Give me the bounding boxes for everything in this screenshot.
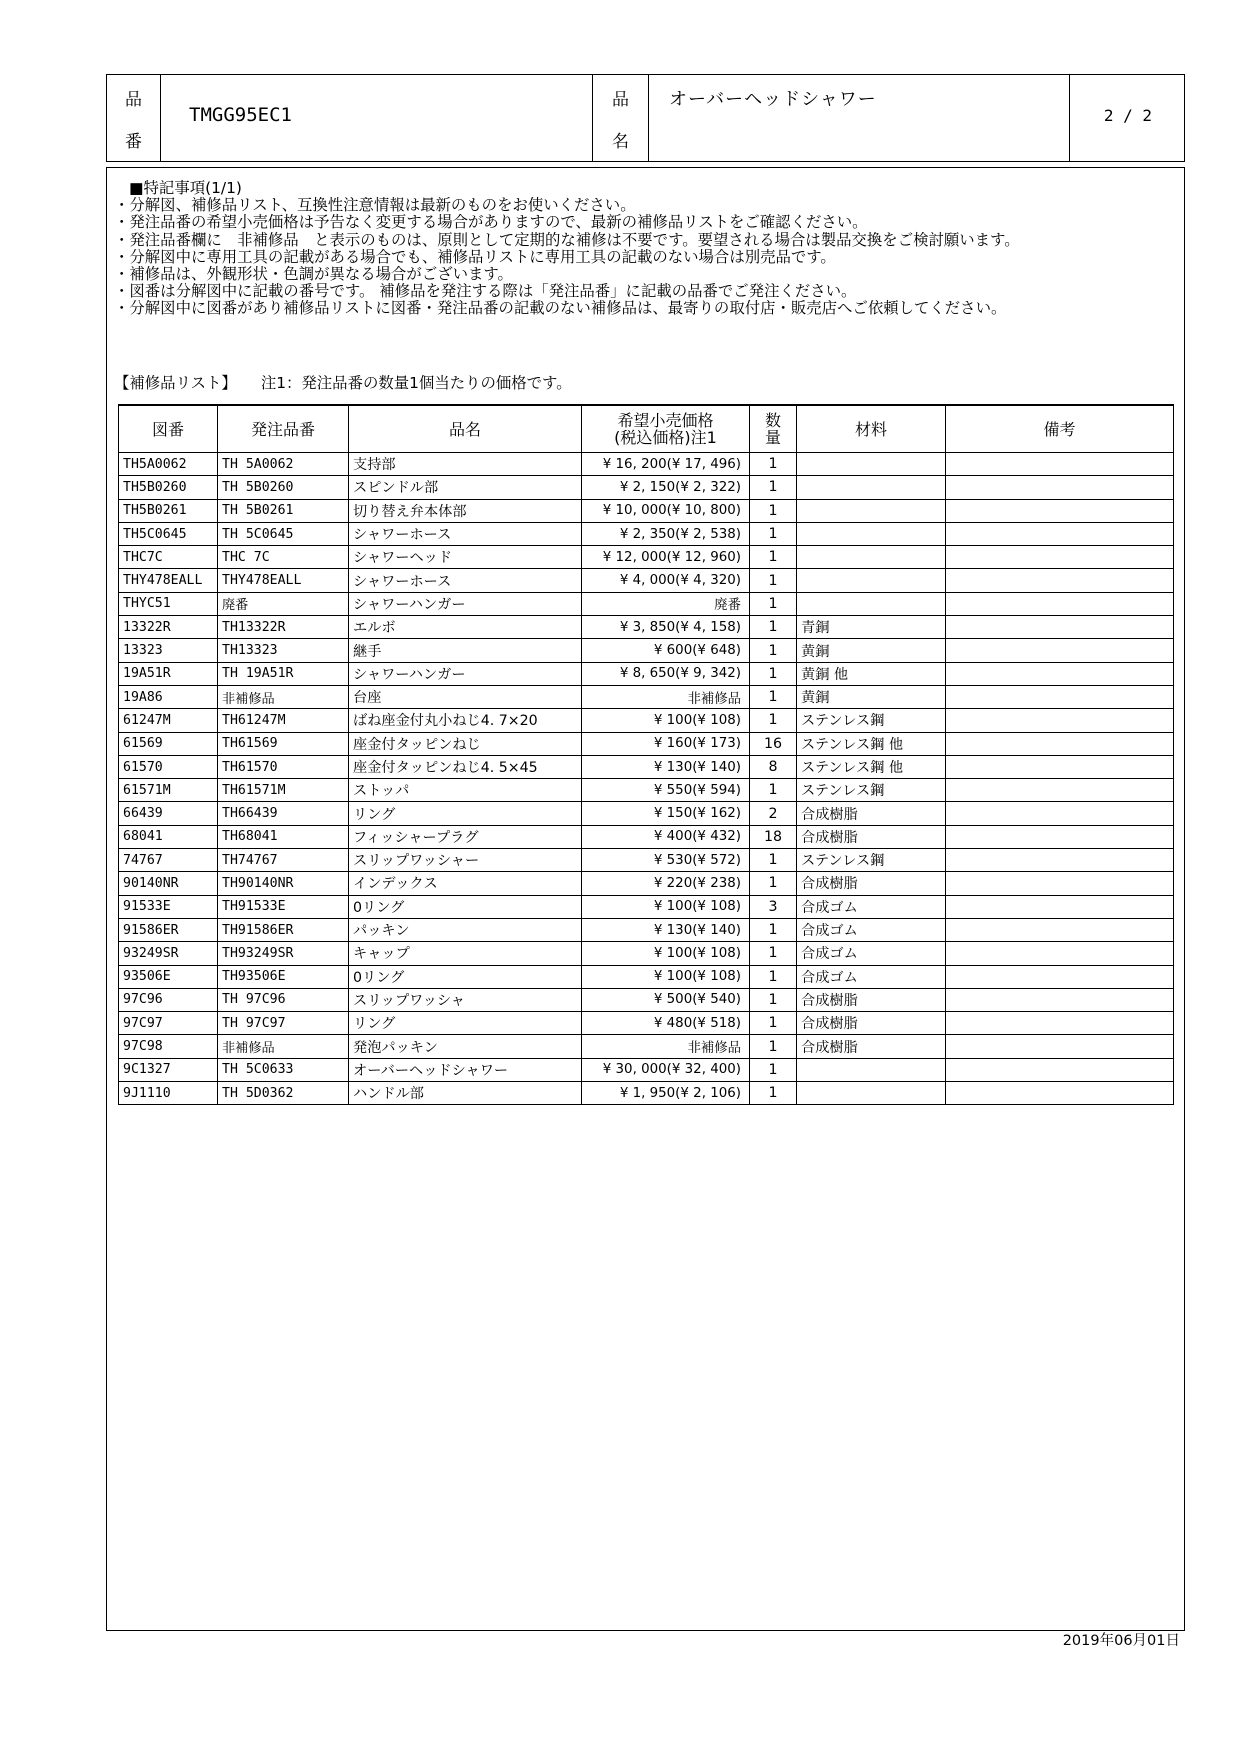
parts-list-heading: 【補修品リスト】 bbox=[114, 374, 237, 392]
parts-table-body bbox=[119, 453, 1174, 1105]
cell-name: ハンドル部 bbox=[349, 1082, 582, 1105]
cell-remarks bbox=[946, 918, 1174, 941]
cell-order-no: TH61571M bbox=[218, 779, 349, 802]
cell-qty: 8 bbox=[750, 755, 797, 778]
cell-zuban: TH5C0645 bbox=[119, 522, 218, 545]
cell-qty: 16 bbox=[750, 732, 797, 755]
cell-zuban: THC7C bbox=[119, 546, 218, 569]
cell-order-no: TH 97C97 bbox=[218, 1012, 349, 1035]
cell-order-no: TH74767 bbox=[218, 849, 349, 872]
table-row bbox=[119, 662, 1174, 685]
col-header-material: 材料 bbox=[797, 405, 946, 453]
cell-material bbox=[797, 592, 946, 615]
cell-qty: 3 bbox=[750, 895, 797, 918]
hinmei-label-top: 品 bbox=[612, 90, 629, 110]
cell-order-no: TH91586ER bbox=[218, 918, 349, 941]
cell-order-no: TH93249SR bbox=[218, 942, 349, 965]
table-row bbox=[119, 825, 1174, 848]
hinban-label-top: 品 bbox=[125, 90, 142, 110]
table-row bbox=[119, 732, 1174, 755]
cell-name: オーバーヘッドシャワー bbox=[349, 1058, 582, 1081]
cell-remarks bbox=[946, 1035, 1174, 1058]
cell-remarks bbox=[946, 592, 1174, 615]
cell-order-no: TH61569 bbox=[218, 732, 349, 755]
cell-remarks bbox=[946, 639, 1174, 662]
table-row bbox=[119, 709, 1174, 732]
cell-name: 0リング bbox=[349, 895, 582, 918]
col-header-qty-line2: 量 bbox=[764, 428, 781, 447]
table-row bbox=[119, 499, 1174, 522]
table-row bbox=[119, 1035, 1174, 1058]
cell-price: 非補修品 bbox=[582, 685, 750, 708]
cell-name: キャップ bbox=[349, 942, 582, 965]
cell-remarks bbox=[946, 732, 1174, 755]
cell-price: ¥ 100(¥ 108) bbox=[582, 709, 750, 732]
col-header-order-no: 発注品番 bbox=[218, 405, 349, 453]
cell-name: リング bbox=[349, 802, 582, 825]
table-row bbox=[119, 965, 1174, 988]
cell-order-no: TH68041 bbox=[218, 825, 349, 848]
cell-name: スリップワッシャー bbox=[349, 849, 582, 872]
cell-price: ¥ 100(¥ 108) bbox=[582, 965, 750, 988]
cell-zuban: 97C98 bbox=[119, 1035, 218, 1058]
cell-name: スピンドル部 bbox=[349, 476, 582, 499]
cell-price: ¥ 600(¥ 648) bbox=[582, 639, 750, 662]
cell-material bbox=[797, 453, 946, 476]
table-row bbox=[119, 988, 1174, 1011]
cell-zuban: 13323 bbox=[119, 639, 218, 662]
col-header-qty bbox=[750, 405, 797, 453]
col-header-price bbox=[582, 405, 750, 453]
cell-remarks bbox=[946, 965, 1174, 988]
cell-qty: 1 bbox=[750, 942, 797, 965]
table-row bbox=[119, 685, 1174, 708]
cell-zuban: 93249SR bbox=[119, 942, 218, 965]
cell-zuban: 9J1110 bbox=[119, 1082, 218, 1105]
cell-zuban: TH5A0062 bbox=[119, 453, 218, 476]
cell-zuban: 97C96 bbox=[119, 988, 218, 1011]
cell-order-no: TH61570 bbox=[218, 755, 349, 778]
cell-remarks bbox=[946, 662, 1174, 685]
cell-order-no: TH61247M bbox=[218, 709, 349, 732]
cell-remarks bbox=[946, 755, 1174, 778]
cell-price: ¥ 100(¥ 108) bbox=[582, 942, 750, 965]
cell-material: 合成樹脂 bbox=[797, 802, 946, 825]
cell-material: 合成樹脂 bbox=[797, 988, 946, 1011]
cell-remarks bbox=[946, 709, 1174, 732]
cell-zuban: TH5B0261 bbox=[119, 499, 218, 522]
notes-heading: ■特記事項(1/1) bbox=[129, 179, 242, 197]
cell-zuban: 93506E bbox=[119, 965, 218, 988]
cell-qty: 1 bbox=[750, 662, 797, 685]
cell-name: 切り替え弁本体部 bbox=[349, 499, 582, 522]
cell-remarks bbox=[946, 895, 1174, 918]
cell-name: ストッパ bbox=[349, 779, 582, 802]
note-line: ・発注品番欄に 非補修品 と表示のものは、原則として定期的な補修は不要です。要望される場合は製品交換をご検討願います。 bbox=[114, 230, 1020, 249]
cell-zuban: 68041 bbox=[119, 825, 218, 848]
cell-price: ¥ 400(¥ 432) bbox=[582, 825, 750, 848]
cell-name: インデックス bbox=[349, 872, 582, 895]
hinmei-label bbox=[593, 75, 649, 161]
cell-zuban: 66439 bbox=[119, 802, 218, 825]
table-row bbox=[119, 895, 1174, 918]
product-code-cell bbox=[161, 75, 593, 161]
cell-name: リング bbox=[349, 1012, 582, 1035]
cell-zuban: 91586ER bbox=[119, 918, 218, 941]
table-row bbox=[119, 849, 1174, 872]
cell-zuban: TH5B0260 bbox=[119, 476, 218, 499]
table-row bbox=[119, 802, 1174, 825]
cell-order-no: TH 5B0260 bbox=[218, 476, 349, 499]
cell-zuban: THY478EALL bbox=[119, 569, 218, 592]
cell-price: ¥ 130(¥ 140) bbox=[582, 918, 750, 941]
product-code: TMGG95EC1 bbox=[189, 104, 292, 126]
hinban-label bbox=[107, 75, 161, 161]
col-header-price-line1: 希望小売価格 bbox=[617, 411, 714, 430]
cell-zuban: 97C97 bbox=[119, 1012, 218, 1035]
table-row bbox=[119, 1012, 1174, 1035]
cell-remarks bbox=[946, 849, 1174, 872]
cell-price: ¥ 160(¥ 173) bbox=[582, 732, 750, 755]
cell-remarks bbox=[946, 1082, 1174, 1105]
cell-remarks bbox=[946, 1012, 1174, 1035]
cell-order-no: TH 5B0261 bbox=[218, 499, 349, 522]
cell-zuban: 61569 bbox=[119, 732, 218, 755]
cell-remarks bbox=[946, 779, 1174, 802]
cell-zuban: 61571M bbox=[119, 779, 218, 802]
cell-zuban: 19A51R bbox=[119, 662, 218, 685]
cell-order-no: TH66439 bbox=[218, 802, 349, 825]
cell-price: ¥ 1, 950(¥ 2, 106) bbox=[582, 1082, 750, 1105]
cell-order-no: 非補修品 bbox=[218, 685, 349, 708]
cell-qty: 2 bbox=[750, 802, 797, 825]
cell-qty: 1 bbox=[750, 685, 797, 708]
cell-remarks bbox=[946, 546, 1174, 569]
parts-table bbox=[118, 404, 1174, 1105]
note-line: ・分解図中に専用工具の記載がある場合でも、補修品リストに専用工具の記載のない場合は別売品です。 bbox=[114, 247, 836, 266]
note-line: ・補修品は、外観形状・色調が異なる場合がございます。 bbox=[114, 265, 513, 284]
cell-qty: 1 bbox=[750, 988, 797, 1011]
note-line: ・図番は分解図中に記載の番号です。 補修品を発注する際は「発注品番」に記載の品番でご発注ください。 bbox=[114, 282, 857, 301]
cell-price: ¥ 220(¥ 238) bbox=[582, 872, 750, 895]
cell-price: ¥ 2, 350(¥ 2, 538) bbox=[582, 522, 750, 545]
cell-name: 支持部 bbox=[349, 453, 582, 476]
cell-name: 座金付タッピンねじ4. 5×45 bbox=[349, 755, 582, 778]
cell-material bbox=[797, 1082, 946, 1105]
cell-remarks bbox=[946, 942, 1174, 965]
cell-qty: 1 bbox=[750, 592, 797, 615]
cell-qty: 1 bbox=[750, 546, 797, 569]
table-row bbox=[119, 616, 1174, 639]
cell-order-no: TH 97C96 bbox=[218, 988, 349, 1011]
cell-price: 非補修品 bbox=[582, 1035, 750, 1058]
product-name: オーバーヘッドシャワー bbox=[669, 89, 877, 110]
table-row bbox=[119, 453, 1174, 476]
cell-qty: 1 bbox=[750, 849, 797, 872]
table-row bbox=[119, 872, 1174, 895]
cell-remarks bbox=[946, 569, 1174, 592]
cell-order-no: TH 5C0633 bbox=[218, 1058, 349, 1081]
table-row bbox=[119, 546, 1174, 569]
cell-order-no: TH90140NR bbox=[218, 872, 349, 895]
note-line: ・分解図中に図番があり補修品リストに図番・発注品番の記載のない補修品は、最寄りの取付店・販売店へご依頼してください。 bbox=[114, 299, 1007, 318]
cell-material: 合成樹脂 bbox=[797, 872, 946, 895]
col-header-remarks: 備考 bbox=[946, 405, 1174, 453]
cell-price: ¥ 3, 850(¥ 4, 158) bbox=[582, 616, 750, 639]
cell-price: 廃番 bbox=[582, 592, 750, 615]
cell-name: ばね座金付丸小ねじ4. 7×20 bbox=[349, 709, 582, 732]
cell-qty: 1 bbox=[750, 499, 797, 522]
cell-name: 台座 bbox=[349, 685, 582, 708]
cell-zuban: 19A86 bbox=[119, 685, 218, 708]
cell-price: ¥ 30, 000(¥ 32, 400) bbox=[582, 1058, 750, 1081]
cell-qty: 1 bbox=[750, 639, 797, 662]
cell-order-no: TH 5D0362 bbox=[218, 1082, 349, 1105]
parts-list-note: 注1：発注品番の数量1個当たりの価格です。 bbox=[260, 374, 572, 392]
cell-order-no: TH 5A0062 bbox=[218, 453, 349, 476]
table-row bbox=[119, 755, 1174, 778]
note-line: ・発注品番の希望小売価格は予告なく変更する場合がありますので、最新の補修品リストをご確認ください。 bbox=[114, 213, 868, 232]
cell-material: 合成樹脂 bbox=[797, 1012, 946, 1035]
col-header-zuban: 図番 bbox=[119, 405, 218, 453]
cell-material: 合成ゴム bbox=[797, 965, 946, 988]
cell-material: 合成樹脂 bbox=[797, 825, 946, 848]
cell-order-no: TH13323 bbox=[218, 639, 349, 662]
note-line: ・分解図、補修品リスト、互換性注意情報は最新のものをお使いください。 bbox=[114, 196, 636, 215]
col-header-price-line2: (税込価格)注1 bbox=[614, 428, 717, 447]
cell-name: 0リング bbox=[349, 965, 582, 988]
cell-remarks bbox=[946, 802, 1174, 825]
cell-qty: 1 bbox=[750, 522, 797, 545]
cell-remarks bbox=[946, 499, 1174, 522]
cell-qty: 1 bbox=[750, 476, 797, 499]
cell-qty: 1 bbox=[750, 872, 797, 895]
header-block bbox=[106, 74, 1185, 162]
cell-remarks bbox=[946, 1058, 1174, 1081]
cell-material bbox=[797, 1058, 946, 1081]
table-row bbox=[119, 476, 1174, 499]
table-row bbox=[119, 592, 1174, 615]
cell-remarks bbox=[946, 825, 1174, 848]
cell-name: シャワーハンガー bbox=[349, 662, 582, 685]
table-row bbox=[119, 639, 1174, 662]
cell-material bbox=[797, 546, 946, 569]
cell-remarks bbox=[946, 616, 1174, 639]
cell-price: ¥ 500(¥ 540) bbox=[582, 988, 750, 1011]
cell-remarks bbox=[946, 872, 1174, 895]
cell-qty: 1 bbox=[750, 1035, 797, 1058]
table-row bbox=[119, 1082, 1174, 1105]
cell-order-no: TH13322R bbox=[218, 616, 349, 639]
product-name-cell bbox=[649, 75, 1070, 161]
cell-material: 黄銅 bbox=[797, 685, 946, 708]
table-row bbox=[119, 522, 1174, 545]
cell-qty: 1 bbox=[750, 1058, 797, 1081]
cell-material: 合成ゴム bbox=[797, 918, 946, 941]
cell-zuban: 13322R bbox=[119, 616, 218, 639]
cell-zuban: THYC51 bbox=[119, 592, 218, 615]
cell-qty: 1 bbox=[750, 569, 797, 592]
cell-material: 黄銅 bbox=[797, 639, 946, 662]
hinmei-label-bottom: 名 bbox=[612, 132, 629, 152]
cell-qty: 1 bbox=[750, 616, 797, 639]
cell-order-no: THY478EALL bbox=[218, 569, 349, 592]
cell-price: ¥ 4, 000(¥ 4, 320) bbox=[582, 569, 750, 592]
cell-price: ¥ 10, 000(¥ 10, 800) bbox=[582, 499, 750, 522]
col-header-name: 品名 bbox=[349, 405, 582, 453]
cell-zuban: 9C1327 bbox=[119, 1058, 218, 1081]
cell-order-no: TH 19A51R bbox=[218, 662, 349, 685]
cell-name: スリップワッシャ bbox=[349, 988, 582, 1011]
cell-zuban: 90140NR bbox=[119, 872, 218, 895]
cell-zuban: 61247M bbox=[119, 709, 218, 732]
cell-material: ステンレス鋼 bbox=[797, 709, 946, 732]
cell-material: 合成樹脂 bbox=[797, 1035, 946, 1058]
parts-list-title bbox=[114, 371, 572, 393]
cell-price: ¥ 2, 150(¥ 2, 322) bbox=[582, 476, 750, 499]
cell-remarks bbox=[946, 522, 1174, 545]
cell-zuban: 74767 bbox=[119, 849, 218, 872]
cell-qty: 18 bbox=[750, 825, 797, 848]
cell-material bbox=[797, 522, 946, 545]
cell-name: 座金付タッピンねじ bbox=[349, 732, 582, 755]
cell-material: 青銅 bbox=[797, 616, 946, 639]
cell-material: 合成ゴム bbox=[797, 895, 946, 918]
cell-price: ¥ 12, 000(¥ 12, 960) bbox=[582, 546, 750, 569]
cell-name: 発泡パッキン bbox=[349, 1035, 582, 1058]
cell-price: ¥ 550(¥ 594) bbox=[582, 779, 750, 802]
cell-qty: 1 bbox=[750, 709, 797, 732]
cell-material: ステンレス鋼 bbox=[797, 779, 946, 802]
col-header-qty-line1: 数 bbox=[764, 411, 781, 430]
issue-date: 2019年06月01日 bbox=[1062, 1633, 1180, 1649]
cell-name: シャワーハンガー bbox=[349, 592, 582, 615]
table-row bbox=[119, 1058, 1174, 1081]
cell-qty: 1 bbox=[750, 779, 797, 802]
cell-qty: 1 bbox=[750, 918, 797, 941]
table-row bbox=[119, 942, 1174, 965]
cell-order-no: 非補修品 bbox=[218, 1035, 349, 1058]
cell-qty: 1 bbox=[750, 1082, 797, 1105]
cell-qty: 1 bbox=[750, 1012, 797, 1035]
cell-name: フィッシャープラグ bbox=[349, 825, 582, 848]
page-number: 2 / 2 bbox=[1103, 106, 1152, 125]
cell-price: ¥ 8, 650(¥ 9, 342) bbox=[582, 662, 750, 685]
cell-remarks bbox=[946, 476, 1174, 499]
special-notes bbox=[114, 180, 1174, 318]
hinban-label-bottom: 番 bbox=[125, 132, 142, 152]
cell-material bbox=[797, 569, 946, 592]
cell-order-no: 廃番 bbox=[218, 592, 349, 615]
cell-price: ¥ 16, 200(¥ 17, 496) bbox=[582, 453, 750, 476]
cell-material bbox=[797, 476, 946, 499]
cell-order-no: TH91533E bbox=[218, 895, 349, 918]
cell-material bbox=[797, 499, 946, 522]
cell-price: ¥ 530(¥ 572) bbox=[582, 849, 750, 872]
cell-qty: 1 bbox=[750, 965, 797, 988]
cell-name: パッキン bbox=[349, 918, 582, 941]
cell-name: エルボ bbox=[349, 616, 582, 639]
cell-remarks bbox=[946, 685, 1174, 708]
cell-order-no: TH 5C0645 bbox=[218, 522, 349, 545]
cell-material: ステンレス鋼 bbox=[797, 849, 946, 872]
cell-remarks bbox=[946, 453, 1174, 476]
cell-zuban: 91533E bbox=[119, 895, 218, 918]
cell-price: ¥ 100(¥ 108) bbox=[582, 895, 750, 918]
cell-name: 継手 bbox=[349, 639, 582, 662]
page-cell bbox=[1070, 75, 1184, 161]
cell-order-no: TH93506E bbox=[218, 965, 349, 988]
cell-material: 黄銅 他 bbox=[797, 662, 946, 685]
cell-zuban: 61570 bbox=[119, 755, 218, 778]
cell-price: ¥ 480(¥ 518) bbox=[582, 1012, 750, 1035]
cell-price: ¥ 150(¥ 162) bbox=[582, 802, 750, 825]
table-row bbox=[119, 569, 1174, 592]
cell-name: シャワーヘッド bbox=[349, 546, 582, 569]
cell-material: ステンレス鋼 他 bbox=[797, 755, 946, 778]
table-row bbox=[119, 918, 1174, 941]
cell-name: シャワーホース bbox=[349, 569, 582, 592]
cell-order-no: THC 7C bbox=[218, 546, 349, 569]
cell-price: ¥ 130(¥ 140) bbox=[582, 755, 750, 778]
table-header-row bbox=[119, 405, 1174, 453]
cell-material: 合成ゴム bbox=[797, 942, 946, 965]
cell-qty: 1 bbox=[750, 453, 797, 476]
cell-name: シャワーホース bbox=[349, 522, 582, 545]
table-row bbox=[119, 779, 1174, 802]
cell-material: ステンレス鋼 他 bbox=[797, 732, 946, 755]
cell-remarks bbox=[946, 988, 1174, 1011]
